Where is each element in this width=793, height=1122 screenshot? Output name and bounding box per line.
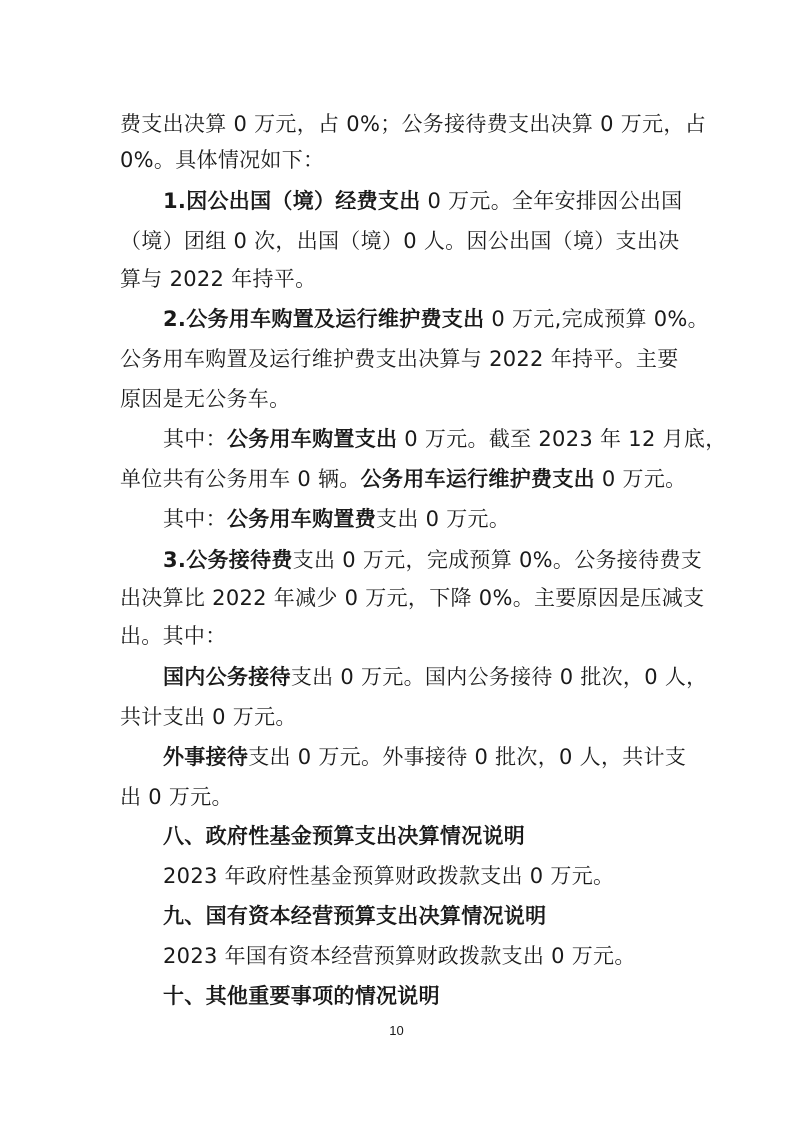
line-text: 出 0 万元。 [120, 785, 233, 809]
line-text: 支出 0 万元，完成预算 0%。公务接待费支 [292, 548, 703, 572]
line-text: 2023 年政府性基金预算财政拨款支出 0 万元。 [163, 864, 615, 888]
line-text: 公务用车购置及运行维护费支出决算与 2022 年持平。主要 [120, 347, 679, 371]
line-text: 共计支出 0 万元。 [120, 705, 297, 729]
paragraph-line [120, 465, 687, 493]
line-text: 2023 年国有资本经营预算财政拨款支出 0 万元。 [163, 944, 636, 968]
bold-term: 公务用车购置费 [226, 507, 377, 531]
paragraph-line [163, 425, 727, 453]
paragraph-line [120, 385, 680, 413]
line-text: 支出 0 万元。外事接待 0 批次，0 人，共计支 [248, 745, 687, 769]
paragraph-line [120, 146, 680, 174]
bold-term: 外事接待 [163, 745, 249, 769]
page-number: 10 [389, 1023, 404, 1038]
line-text: 0%。具体情况如下： [120, 148, 325, 172]
heading-text: 十、其他重要事项的情况说明 [163, 984, 440, 1008]
line-text: 单位共有公务用车 0 辆。 [120, 467, 361, 491]
bold-term: 国内公务接待 [163, 665, 291, 689]
paragraph-line [163, 743, 687, 771]
paragraph-line [163, 663, 708, 691]
line-text: 0 万元。全年安排因公出国 [420, 189, 683, 213]
paragraph-line [163, 862, 680, 890]
paragraph-line [163, 187, 683, 215]
line-text: 其中： [163, 427, 227, 451]
bold-term: 1.因公出国（境）经费支出 [163, 189, 421, 213]
line-text: 支出 0 万元。国内公务接待 0 批次，0 人， [290, 665, 708, 689]
section-heading [163, 822, 680, 850]
paragraph-line [163, 305, 709, 333]
line-text: 0 万元,完成预算 0%。 [484, 307, 709, 331]
paragraph-line [120, 783, 680, 811]
heading-text: 九、国有资本经营预算支出决算情况说明 [163, 904, 547, 928]
heading-text: 八、政府性基金预算支出决算情况说明 [163, 824, 526, 848]
line-text: 支出 0 万元。 [376, 507, 511, 531]
section-heading [163, 982, 680, 1010]
line-text: 原因是无公务车。 [120, 387, 291, 411]
paragraph-line [120, 345, 680, 373]
line-text: 费支出决算 0 万元，占 0%；公务接待费支出决算 0 万元，占 [120, 112, 707, 136]
line-text: 0 万元。 [594, 467, 687, 491]
line-text: 算与 2022 年持平。 [120, 267, 317, 291]
paragraph-line [163, 505, 680, 533]
paragraph-line [120, 584, 705, 612]
bold-term: 2.公务用车购置及运行维护费支出 [163, 307, 485, 331]
paragraph-line [163, 942, 680, 970]
paragraph-line [120, 703, 680, 731]
paragraph-line [120, 265, 680, 293]
bold-term: 3.公务接待费 [163, 548, 293, 572]
line-text: 其中： [163, 507, 227, 531]
section-heading [163, 902, 680, 930]
line-text: 0 万元。截至 2023 年 12 月底， [397, 427, 727, 451]
line-text: （境）团组 0 次，出国（境）0 人。因公出国（境）支出决 [120, 229, 680, 253]
paragraph-line [120, 110, 707, 138]
line-text: 出决算比 2022 年减少 0 万元，下降 0%。主要原因是压减支 [120, 586, 705, 610]
line-text: 出。其中： [120, 624, 227, 648]
paragraph-line [163, 546, 703, 574]
bold-term: 公务用车运行维护费支出 [360, 467, 595, 491]
paragraph-line [120, 622, 680, 650]
bold-term: 公务用车购置支出 [226, 427, 398, 451]
paragraph-line [120, 227, 680, 255]
